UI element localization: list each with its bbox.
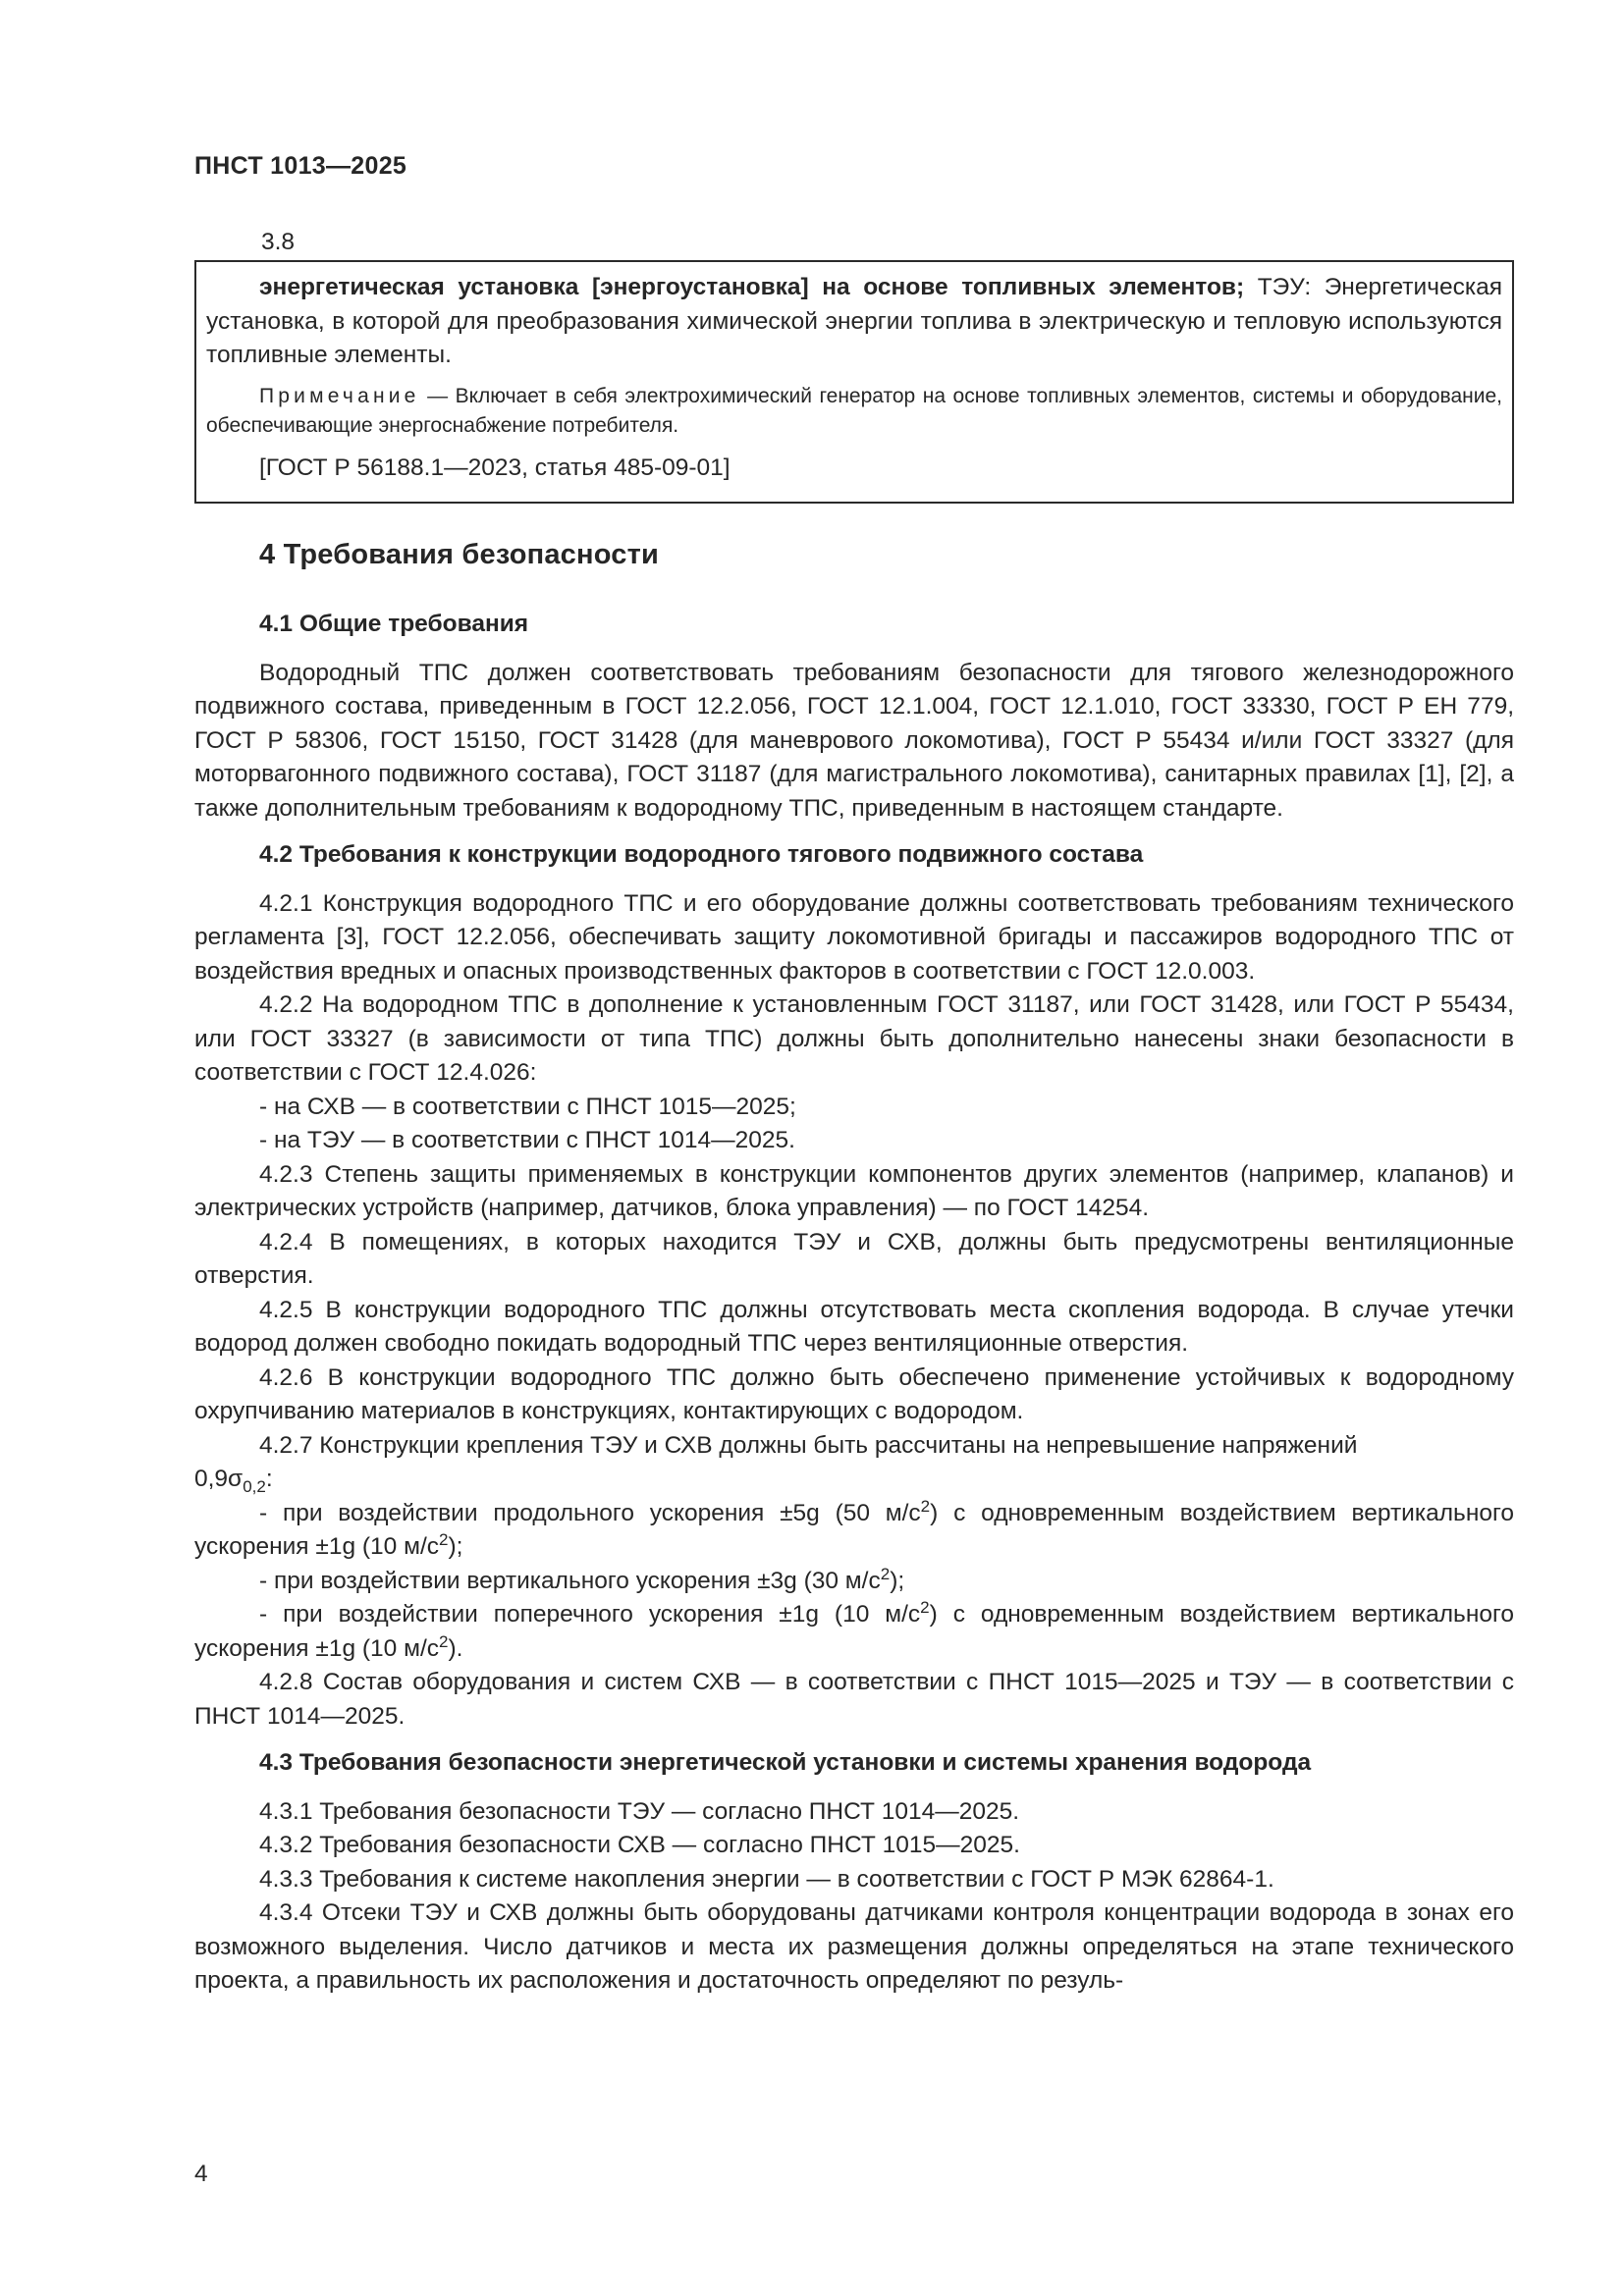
paragraph-4-2-8: 4.2.8 Состав оборудования и систем СХВ — в соответствии с ПНСТ 1015—2025 и ТЭУ — в соответствии с ПНСТ 1014—2025. [194,1669,1514,1730]
section-title: 4 Требования безопасности [259,539,660,570]
section-4 [194,535,1514,1999]
term-name: энергетическая установка [энергоустановка] на основе топливных элементов; [259,274,1245,300]
paragraph-4-2-1: 4.2.1 Конструкция водородного ТПС и его оборудование должны соответствовать требованиям технического регламента [3], ГОСТ 12.2.056, обеспечивать защиту локомотивной бригады и пассажиров водородного ТПС от воздействия вредных и опасных производственных факторов в соответствии с ГОСТ 12.0.003. [194,889,1514,985]
note-label: Примечание [259,384,420,407]
paragraph-4-3-2: 4.3.2 Требования безопасности СХВ — согласно ПНСТ 1015—2025. [259,1832,1020,1858]
paragraph-4-1: Водородный ТПС должен соответствовать требованиям безопасности для тягового железнодорожного подвижного состава, приведенным в ГОСТ 12.2.056, ГОСТ 12.1.004, ГОСТ 12.1.010, ГОСТ 33330, ГОСТ Р ЕН 779, ГОСТ Р 58306, ГОСТ 15150, ГОСТ 31428 (для маневрового локомотива), ГОСТ Р 55434 и/или ГОСТ 33327 (для моторвагонного подвижного состава), ГОСТ 31187 (для магистрального локомотива), санитарных правилах [1], [2], а также дополнительным требованиям к водородному ТПС, приведенным в настоящем стандарте. [194,659,1514,822]
subsection-4-1-title: 4.1 Общие требования [259,611,529,637]
list-item: - при воздействии вертикального ускорения ±3g (30 $м/с^2$); [259,1564,905,1594]
list-item: - на ТЭУ — в соответствии с ПНСТ 1014—2025. [259,1127,795,1153]
list-item: - при воздействии продольного ускорения ±5g (50 $м/с^2$) с одновременным воздействием вертикального ускорения ±1g (10 $м/с^2$); [194,1496,1514,1560]
subsection-4-3-title: 4.3 Требования безопасности энергетической установки и системы хранения водорода [259,1749,1312,1776]
term-note [206,382,1502,441]
paragraph-4-3-3: 4.3.3 Требования к системе накопления энергии — в соответствии с ГОСТ Р МЭК 62864-1. [259,1865,1274,1893]
term-source: [ГОСТ Р 56188.1—2023, статья 485-09-01] [259,454,731,481]
list-item: - при воздействии поперечного ускорения ±1g (10 $м/с^2$) с одновременным воздействием вертикального ускорения ±1g (10 $м/с^2$). [194,1597,1514,1662]
paragraph-4-2-3: 4.2.3 Степень защиты применяемых в конструкции компонентов других элементов (например, клапанов) и электрических устройств (например, датчиков, блока управления) — по ГОСТ 14254. [194,1160,1514,1221]
term-definition [206,271,1502,373]
document-header: ПНСТ 1013—2025 [194,152,407,180]
term-number: 3.8 [261,229,296,255]
paragraph-4-2-4: 4.2.4 В помещениях, в которых находится ТЭУ и СХВ, должны быть предусмотрены вентиляционные отверстия. [194,1228,1514,1289]
stress-formula: $0,9\sigma_{0,2}$: [194,1466,273,1496]
paragraph-4-2-6: 4.2.6 В конструкции водородного ТПС должно быть обеспечено применение устойчивых к водородному охрупчиванию материалов в конструкциях, контактирующих с водородом. [194,1363,1514,1424]
list-item: - на СХВ — в соответствии с ПНСТ 1015—2025; [259,1093,796,1120]
paragraph-4-3-1: 4.3.1 Требования безопасности ТЭУ — согласно ПНСТ 1014—2025. [259,1797,1020,1825]
paragraph-4-2-2: 4.2.2 На водородном ТПС в дополнение к установленным ГОСТ 31187, или ГОСТ 31428, или ГОСТ Р 55434, или ГОСТ 33327 (в зависимости от типа ТПС) должны быть дополнительно нанесены знаки безопасности в соответствии с ГОСТ 12.4.026: [194,991,1514,1086]
subsection-4-2-title: 4.2 Требования к конструкции водородного тягового подвижного состава [259,841,1144,868]
term-definition-box [194,260,1514,504]
page-number: 4 [194,2161,208,2187]
note-text: — Включает в себя электрохимический генератор на основе топливных элементов, системы и оборудование, обеспечивающие энергоснабжение потребителя. [206,384,1502,437]
term-definition-text: ТЭУ: Энергетическая установка, в которой для преобразования химической энергии топлива в электрическую и тепловую используются топливные элементы. [206,274,1502,368]
paragraph-4-2-5: 4.2.5 В конструкции водородного ТПС должны отсутствовать места скопления водорода. В случае утечки водород должен свободно покидать водородный ТПС через вентиляционные отверстия. [194,1296,1514,1357]
paragraph-4-3-4: 4.3.4 Отсеки ТЭУ и СХВ должны быть оборудованы датчиками контроля концентрации водорода в зонах его возможного выделения. Число датчиков и места их размещения должны определяться на этапе технического проекта, а правильность их расположения и достаточность определяют по резуль- [194,1899,1514,1994]
paragraph-4-2-7: 4.2.7 Конструкции крепления ТЭУ и СХВ должны быть рассчитаны на непревышение напряжений [259,1431,1358,1459]
